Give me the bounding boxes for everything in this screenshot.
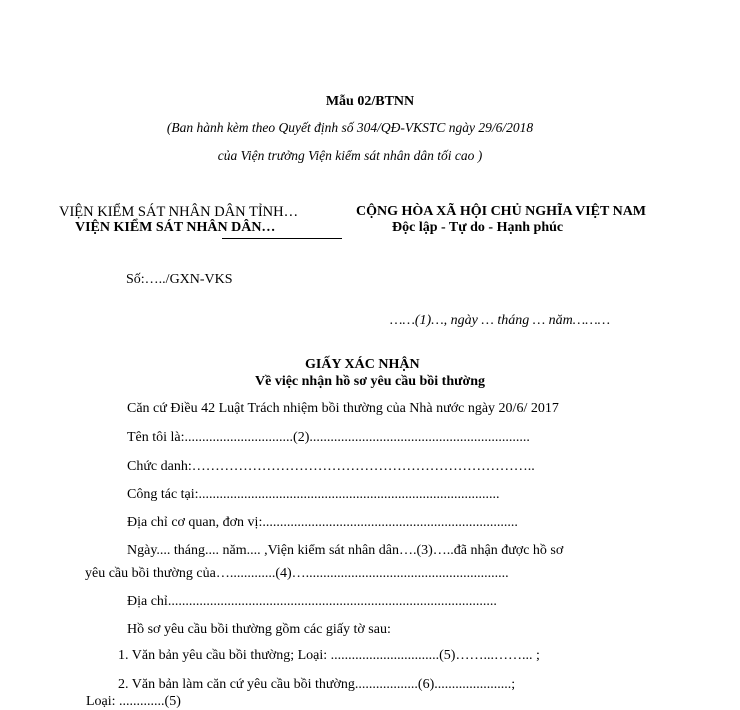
received-line-2: yêu cầu bồi thường của….............(4)….......................................................... — [85, 566, 509, 581]
agency-line-1: VIỆN KIỂM SÁT NHÂN DÂN TỈNH… — [59, 204, 299, 220]
office-address-line: Địa chỉ cơ quan, đơn vị:......................................................................... — [127, 515, 518, 530]
agency-underline — [222, 238, 342, 239]
form-code: Mẫu 02/BTNN — [325, 94, 415, 109]
document-number: Số:…../GXN-VKS — [126, 272, 233, 287]
national-motto: Độc lập - Tự do - Hạnh phúc — [392, 220, 564, 235]
document-subtitle: Về việc nhận hồ sơ yêu cầu bồi thường — [255, 374, 486, 389]
document-item-2: 2. Văn bản làm căn cứ yêu cầu bồi thường..................(6)......................; — [118, 677, 516, 692]
document-item-2-continued: Loại: .............(5) — [86, 694, 181, 709]
document-item-1: 1. Văn bản yêu cầu bồi thường; Loại: ...............................(5)……...……... ; — [118, 648, 540, 663]
issued-note-line-2: của Viện trưởng Viện kiểm sát nhân dân tối cao ) — [217, 148, 483, 163]
agency-line-2: VIỆN KIỂM SÁT NHÂN DÂN… — [75, 220, 276, 235]
date-place: ……(1)…, ngày … tháng … năm……… — [390, 313, 611, 328]
documents-intro: Hồ sơ yêu cầu bồi thường gồm các giấy tờ sau: — [127, 622, 391, 637]
basis-line: Căn cứ Điều 42 Luật Trách nhiệm bồi thường của Nhà nước ngày 20/6/ 2017 — [127, 401, 559, 416]
received-line-1: Ngày.... tháng.... năm.... ,Viện kiểm sát nhân dân….(3)…..đã nhận được hồ sơ — [127, 543, 564, 558]
document-title: GIẤY XÁC NHẬN — [305, 357, 420, 372]
issued-note-line-1: (Ban hành kèm theo Quyết định số 304/QĐ-VKSTC ngày 29/6/2018 — [166, 120, 534, 135]
name-line: Tên tôi là:...............................(2)............................................................... — [127, 430, 530, 445]
address-line: Địa chỉ.............................................................................................. — [127, 594, 497, 609]
workplace-line: Công tác tại:...................................................................................... — [127, 487, 500, 502]
position-line: Chức danh:……………………………………………………………….. — [127, 459, 535, 474]
national-title: CỘNG HÒA XÃ HỘI CHỦ NGHĨA VIỆT NAM — [356, 204, 647, 219]
